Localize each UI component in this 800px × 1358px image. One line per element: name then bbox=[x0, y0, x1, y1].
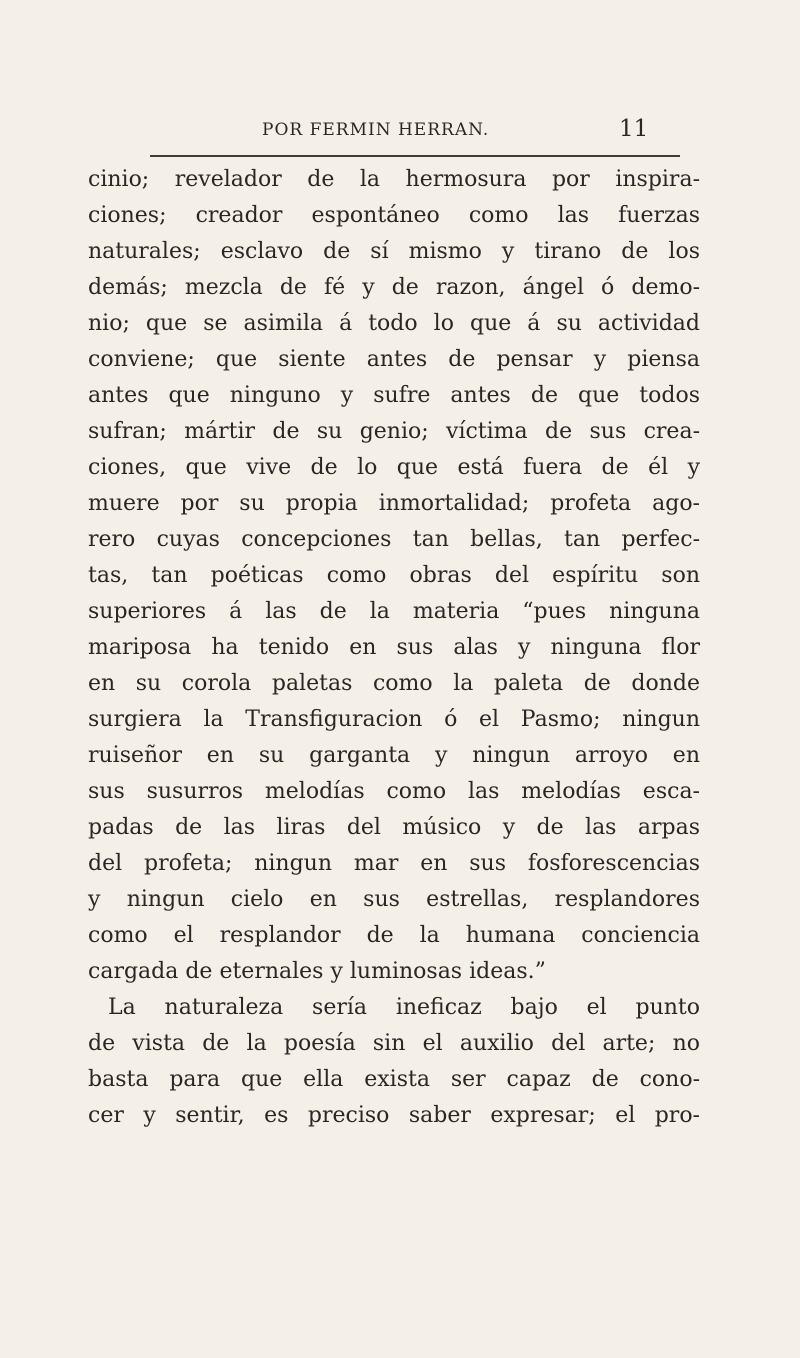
text-line: cargada de eternales y luminosas ideas.” bbox=[88, 959, 546, 984]
header-rule bbox=[150, 155, 680, 157]
text-line: del profeta; ningun mar en sus fosforescencias bbox=[88, 851, 700, 876]
text-line: sus susurros melodías como las melodías esca- bbox=[88, 779, 700, 804]
text-line: mariposa ha tenido en sus alas y ninguna flor bbox=[88, 635, 700, 660]
text-line: tas, tan poéticas como obras del espíritu son bbox=[88, 563, 700, 588]
text-line: demás; mezcla de fé y de razon, ángel ó demo- bbox=[88, 275, 700, 300]
text-line: cer y sentir, es preciso saber expresar; el pro- bbox=[88, 1103, 700, 1128]
text-line: en su corola paletas como la paleta de donde bbox=[88, 671, 700, 696]
text-line: rero cuyas concepciones tan bellas, tan perfec- bbox=[88, 527, 700, 552]
running-head bbox=[262, 116, 682, 146]
text-line: nio; que se asimila á todo lo que á su actividad bbox=[88, 311, 700, 336]
text-line: como el resplandor de la humana conciencia bbox=[88, 923, 700, 948]
text-line: surgiera la Transfiguracion ó el Pasmo; ningun bbox=[88, 707, 700, 732]
text-line: cinio; revelador de la hermosura por inspira- bbox=[88, 167, 700, 192]
text-line: ciones, que vive de lo que está fuera de él y bbox=[88, 455, 700, 480]
text-line: sufran; mártir de su genio; víctima de sus crea- bbox=[88, 419, 700, 444]
text-line: naturales; esclavo de sí mismo y tirano de los bbox=[88, 239, 700, 264]
page-number: 11 bbox=[619, 116, 649, 142]
text-line: muere por su propia inmortalidad; profeta ago- bbox=[88, 491, 700, 516]
text-line: ruiseñor en su garganta y ningun arroyo en bbox=[88, 743, 700, 768]
running-title: POR FERMIN HERRAN. bbox=[262, 120, 490, 140]
text-line: padas de las liras del músico y de las arpas bbox=[88, 815, 700, 840]
text-line: antes que ninguno y sufre antes de que todos bbox=[88, 383, 700, 408]
text-line: ciones; creador espontáneo como las fuerzas bbox=[88, 203, 700, 228]
text-line: superiores á las de la materia “pues ninguna bbox=[88, 599, 700, 624]
text-line: basta para que ella exista ser capaz de cono- bbox=[88, 1067, 700, 1092]
text-line: La naturaleza sería ineficaz bajo el punto bbox=[108, 995, 700, 1020]
text-line: y ningun cielo en sus estrellas, resplandores bbox=[88, 887, 700, 912]
text-line: conviene; que siente antes de pensar y piensa bbox=[88, 347, 700, 372]
text-line: de vista de la poesía sin el auxilio del arte; no bbox=[88, 1031, 700, 1056]
